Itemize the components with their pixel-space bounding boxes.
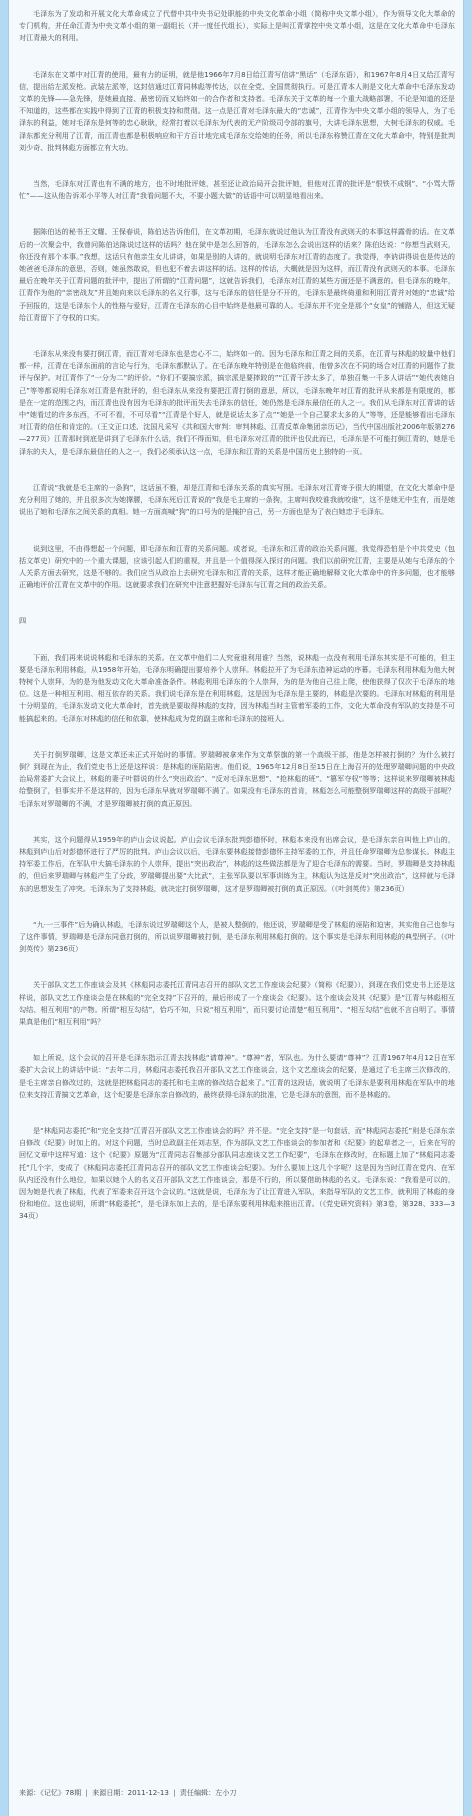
paragraph-11: “九·一三事件”后为确认林彪，毛泽东说过罗瑞卿这个人，是被人整倒的，他还说，罗瑞卿是受了林彪的诬陷和迫害，其实他自己也参与了这件事情，罗瑞卿是毛泽东同意打倒的，所以说罗瑞卿被打倒，是毛泽东利用林彪打倒的。这个事实是毛泽东利用林彪的典型例子。（《叶剑英传》第236页） bbox=[19, 919, 455, 954]
editor-label: 责任编辑： bbox=[179, 1788, 216, 1797]
paragraph-gap bbox=[19, 955, 455, 979]
paragraph-14: 是“林彪同志委托”和“完全支持”江青召开部队文艺工作座谈会的吗？并不是。“完全支持”是一句套话，而“林彪同志委托”则是毛泽东亲自修改《纪要》时加上的。对这个问题，当时总政副主任刘志坚，作为部队文艺工作座谈会的参加者和《纪要》的起草者之一，后来在写的回忆文章中这样写道：这个《纪要》原题为“江青同志召集部分部队同志座谈文艺工作纪要”，毛泽东在修改时，在标题上加了“林彪同志委托”几个字，变成了《林彪同志委托江青同志召开的部队文艺工作座谈会纪要》。为什么要加上这几个字呢？这是因为当时江青在党内、在军队内还没有什么地位，如果以她个人的名义召开部队文艺工作座谈会，那是不行的，所以要借助林彪的名义。毛泽东说：“我看是可以的，因为她是代表了林彪，代表了军委来召开这个会议的。”这就是说，毛泽东为了让江青进入军队，来指导军队的文艺工作，就利用了林彪的身份和地位。这也说明，所谓“林彪委托”，是毛泽东加上去的，是毛泽东要利用林彪来推出江青。（《党史研究资料》第3卷，第328、333—334页） bbox=[19, 1126, 455, 1221]
paragraph-6: 江青说“我就是毛主席的一条狗”，这话虽不雅，却是江青和毛泽东关系的真实写照。毛泽东对江青寄予很大的期望，在文化大革命中是充分利用了她的，并且很多次为她撑腰，毛泽东死后江青说的“我是毛主席的一条狗，主席叫我咬谁我就咬谁”，这不是她无中生有，而是她说出了她和毛泽东之间关系的真相。她一方面高喊“狗”的口号为的是掩护自己，另一方面也是为了表白她忠于毛泽东。 bbox=[19, 482, 455, 517]
paragraph-gap bbox=[19, 1101, 455, 1125]
paragraph-5: 毛泽东从来没有要打倒江青，而江青对毛泽东也是忠心不二，始终如一的。因为毛泽东和江青之间的关系，在江青与林彪的较量中他们都一样，江青在毛泽东面前的言论与行为，毛泽东都默认了。在毛泽东晚年特别是在他临终前，他曾多次在不同的场合对江青的问题作了批评与保护。对江青作了“一分为二”的评价。“你们不要搞宗派，搞宗派是要摔跤的”“江青干涉太多了，单独召集一千多人讲话”“她代表她自己”等等都说明毛泽东对江青是有批评的，但毛泽东从来没有要把江青打倒的意思，所以，毛泽东晚年对江青的批评从来都是有限度的，都是在一定的范围之内，而江青也没有因为毛泽东的批评而失去毛泽东的信任，她仍然是毛泽东最信任的人之一。我们从毛泽东对江青讲的话中“她看过的许多东西，不可不看，不可尽看”“江青是个好人，就是说话太多了点”“她是一个自己要求太多的人”等等，还是能够看出毛泽东对江青的信任和肯定的。（王文正口述、沈国凡采写《共和国大审判：审判林彪、江青反革命集团亲历记》，当代中国出版社2006年版第276—277页）江青那时到底是讲到了毛泽东什么话，我们不得而知，但毛泽东对江青的批评也仅此而已，毛泽东是不可能打倒江青的，她是毛泽东的夫人，是毛泽东最信任的人之一，我们必须承认这一点，毛泽东和江青的关系是中国历史上独特的一页。 bbox=[19, 349, 455, 456]
paragraph-gap bbox=[19, 810, 455, 834]
paragraph-gap bbox=[19, 519, 455, 543]
paragraph-gap bbox=[19, 324, 455, 348]
source-value: 《记忆》78期 bbox=[40, 1788, 82, 1797]
paragraph-3: 当然，毛泽东对江青也有不满的地方，也不时地批评她，甚至还让政治局开会批评她，但他对江青的批评是“恨铁不成钢”、“小骂大帮忙”——这从他告诉邓小平等人对江青“我看问题不大，不要小题大做”的话语中可以明显地看出来。 bbox=[19, 179, 455, 201]
paragraph-gap bbox=[19, 591, 455, 615]
date-label: 来源日期： bbox=[92, 1788, 128, 1797]
paragraph-9: 关于打倒罗瑞卿，这是文革还未正式开始时的事情。罗瑞卿被拿来作为文革祭旗的第一个高级干部，他是怎样被打倒的？为什么被打倒？到现在为止，我们党史书上还是这样说：是林彪的诬陷陷害。他们说，1965年12月8日至15日在上海召开的处理罗瑞卿问题的中央政治局常委扩大会议上，林彪的妻子叶群说的什么“突出政治”、“反对毛泽东思想”、“抢林彪的班”、“篡军夺权”等等；这样说来罗瑞卿被林彪给整倒了，但事实并不是这样的，因为毛泽东早就对罗瑞卿不满了。如果没有毛泽东的首肯，林彪怎么可能整倒罗瑞卿这样的高级干部呢？毛泽东对罗瑞卿的不满，才是罗瑞卿被打倒的真正原因。 bbox=[19, 749, 455, 808]
paragraph-gap bbox=[19, 725, 455, 749]
paragraph-10: 其实，这个问题得从1959年的庐山会议说起。庐山会议毛泽东批判彭德怀时，林彪本来没有出席会议，是毛泽东亲自叫他上庐山的，林彪到庐山后对彭德怀进行了严厉的批判。庐山会议以后，毛泽东要林彪接替彭德怀主持军委的工作，并且任命罗瑞卿为总参谋长。林彪主持军委工作后，在军队中大搞毛泽东的个人崇拜，提出“突出政治”，林彪的这些做法都是为了迎合毛泽东的需要。当时，罗瑞卿是支持林彪的，但后来罗瑞卿与林彪产生了分歧，罗瑞卿提出要“大比武”，主张军队要以军事训练为主，林彪认为这是反对“突出政治”，这样就与毛泽东的思想发生了冲突。毛泽东为了支持林彪，就决定打倒罗瑞卿，这才是罗瑞卿被打倒的真正原因。（《叶剑英传》第236页） bbox=[19, 834, 455, 893]
paragraph-gap bbox=[19, 458, 455, 482]
footer-separator: | bbox=[85, 1788, 88, 1797]
paragraph-4: 据陈伯达的秘书王文耀、王保春说，陈伯达告诉他们，在文革初期，毛泽东就说过他认为江青没有武则天的本事这样露骨的话。在文革后的一次聚会中，我曾问陈伯达陈说过这样的话吗？他在狱中是怎么回答的，毛泽东怎么会说出这样的话来？陈伯达说：“你想当武则天，你还没有那个本事。”我想，这话只有他亲生女儿讲讲，如果是别的人讲的，就说明毛泽东对江青的态度了。我觉得，李讷讲得说也是传达的她爸爸毛泽东的意思，否则，她虽然敢说，但也犯不着去讲这样的话。这样的传话，大概就是因为这样，而江青没有武则天的本事。毛泽东最后在晚年关于江青问题的批评中，提出了所谓的“江青问题”，这就告诉我们，毛泽东对江青的某些方面还是不满意的。但毛泽东的晚年，江青作为他的“亲密战友”并且她向来以毛泽东的名义行事，这与毛泽东的信任是分不开的，毛泽东是最终倚重和利用江青并对她的“忠诚”给予回报的，这是毛泽东个人的性格与爱好，江青在毛泽东的心目中始终是他最可靠的人。毛泽东并不完全是那个“女皇”的铺路人，但这无疑给江青留下了夺权的口实。 bbox=[19, 227, 455, 322]
paragraph-12: 关于部队文艺工作座谈会及其《林彪同志委托江青同志召开的部队文艺工作座谈会纪要》（简称《纪要》），到现在我们党史书上还是这样说，部队文艺工作座谈会是在林彪的“完全支持”下召开的，最后形成了一个座谈会《纪要》。这个座谈会及其《纪要》是“江青与林彪相互勾结、相互利用”的产物。所谓“相互勾结”，恰巧不知，只说“相互利用”，而只要讨论清楚“相互利用”、“相互勾结”也就不言自明了。事情果真是他们“相互利用”吗？ bbox=[19, 980, 455, 1026]
source-label: 来源： bbox=[19, 1788, 41, 1797]
paragraph-gap bbox=[19, 895, 455, 919]
paragraph-gap bbox=[19, 1028, 455, 1052]
paragraph-7: 说到这里，不由得想起一个问题，即毛泽东和江青的关系问题。或者说，毛泽东和江青的政治关系问题，我觉得恐怕是个中共党史（包括文革史）研究中的一个重大课题，应该引起人们的重视，并且是一个值得深入探讨的问题。我们以前研究江青，主要是从她与毛泽东的个人关系方面去研究，这是不够的。我们应当从政治上去研究毛泽东和江青的关系，这样才能正确地解释文化大革命中的许多问题，也才能够正确地评价江青在文革中的作用。这就要求我们在研究中注意把握好毛泽东与江青之间的政治关系。 bbox=[19, 543, 455, 590]
editor-value: 左小刀 bbox=[215, 1788, 237, 1797]
page-frame bbox=[8, 0, 464, 1816]
paragraph-13: 如上所说，这个会议的召开是毛泽东指示江青去找林彪“请尊神”。“尊神”者，军队也。为什么要请“尊神”？江青1967年4月12日在军委扩大会议上的讲话中说：“去年二月，林彪同志委托我召开部队文艺工作座谈会，这个文艺座谈会的纪要，是通过了毛主席三次修改的，是毛主席亲自修改过的，这就是把林彪同志的委托和毛主席的修改结合起来了。”江青的这段话，就说明了毛泽东是要利用林彪在军队中的地位来支持江青搞文艺革命，这个纪要是毛泽东亲自修改的，最终获得毛泽东的批准，它是毛泽东的意图，而不是林彪的。 bbox=[19, 1053, 455, 1099]
paragraph-8: 下面，我们再来说说林彪和毛泽东的关系。在文革中他们二人究竟谁利用谁？当然，说林彪一点没有利用毛泽东其实是不可能的，但主要是毛泽东利用林彪，从1958年开始，毛泽东明确提出要培养个人崇拜。林彪拉开了为毛泽东造神运动的序幕。毛泽东利用林彪为他大树特树个人崇拜，为的是为他发动文化大革命准备条件。林彪利用毛泽东的个人崇拜，为的是为他自己往上爬，使他获得了仅次于毛泽东的地位。这是一种相互利用、相互依存的关系。我们说毛泽东是在利用林彪，这是因为毛泽东是主要的，林彪是次要的。毛泽东对林彪的利用是十分明显的，毛泽东发动文化大革命时，首先就是要取得林彪的支持，因为林彪当时主管着军委的工作，文化大革命没有军队的支持是不可能搞起来的。毛泽东对林彪的信任和依靠，使林彪成为党的副主席和毛泽东的接班人。 bbox=[19, 652, 455, 723]
article-footer bbox=[19, 1788, 455, 1798]
paragraph-gap bbox=[19, 202, 455, 226]
paragraph-gap bbox=[19, 154, 455, 178]
footer-separator: | bbox=[173, 1788, 176, 1797]
date-value: 2011-12-13 bbox=[127, 1788, 169, 1797]
article-body bbox=[19, 8, 455, 1223]
paragraph-gap bbox=[19, 628, 455, 652]
paragraph-gap bbox=[19, 45, 455, 69]
paragraph-1: 毛泽东为了发动和开展文化大革命成立了代替中共中央书记处职能的中央文化革命小组（简称中央文革小组），作为领导文化大革命的专门机构，并任命江青为中央文革小组的第一副组长（并一度任代组长），实际上是叫江青掌控中央文革小组，这是在文化大革命中毛泽东对江青最大的利用。 bbox=[19, 9, 455, 43]
paragraph-2: 毛泽东在文革中对江青的使用，最有力的证明，就是他1966年7月8日给江青写信讲“黑话”（毛泽东语），和1967年8月4日又给江青写信，提出给左派发枪。武装左派等，这封信通过江青同林彪等传达，以在全党、全国贯彻执行。可是江青本人则是文化大革命中毛泽东发动文革的先锋——急先锋，是她最直接、最密切而又始终如一的合作者和支持者。毛泽东关于文革的每一个重大战略部署，不论是知道的还是不知道的，这些都在实践中得到了江青的积极支持和贯彻。这一点是江青对毛泽东最大的“忠诚”，江青作为中央文革小组的领导人，为了毛泽东的利益，她对毛泽东是何等的忠心耿耿，经常打着以毛泽东为代表的无产阶级司令部的旗号，大讲毛泽东思想，大树毛泽东的权威。毛泽东都充分利用了江青，而江青也都是积极响应和干方百计地完成毛泽东交给她的任务，所以毛泽东称赞江青在文化大革命中，特别是批判刘少奇、批判林彪方面都立有大功。 bbox=[19, 69, 455, 152]
section-heading: 四 bbox=[19, 616, 27, 626]
